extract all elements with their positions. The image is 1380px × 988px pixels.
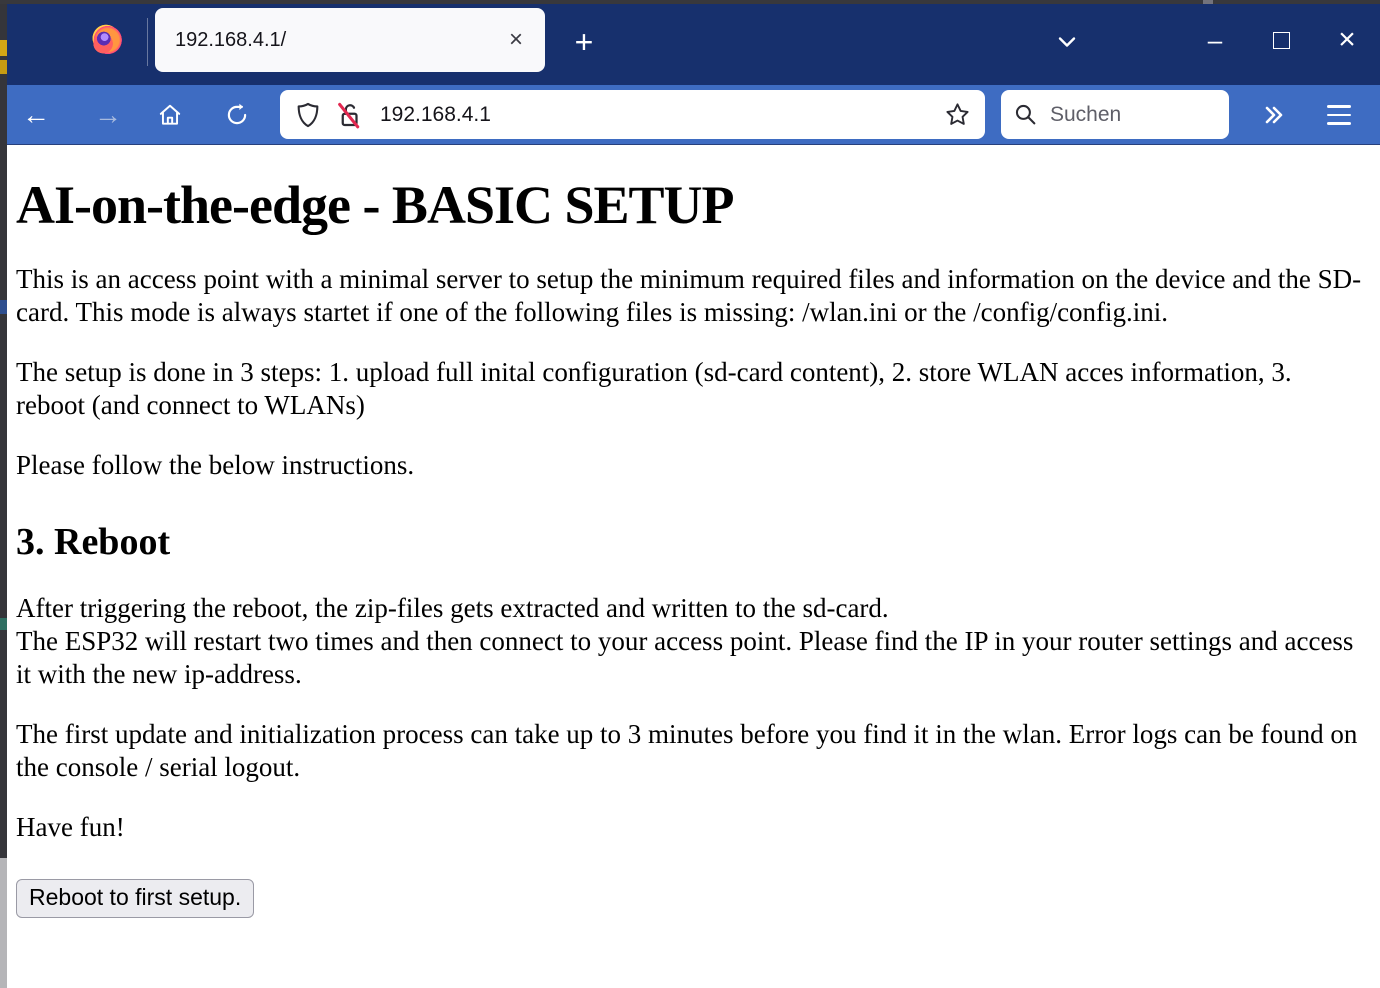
hamburger-icon (1327, 114, 1351, 117)
edge-dash (0, 858, 7, 988)
chevron-down-icon (1057, 32, 1077, 52)
insecure-lock-icon[interactable] (334, 100, 364, 130)
tab-close-icon[interactable]: × (508, 26, 523, 53)
page-title: AI-on-the-edge - BASIC SETUP (16, 175, 734, 235)
maximize-icon (1273, 32, 1290, 49)
tab-title: 192.168.4.1/ (175, 28, 287, 51)
search-icon (1013, 102, 1038, 127)
list-all-tabs-button[interactable] (1048, 26, 1086, 58)
tab-strip (0, 0, 1380, 85)
home-button[interactable] (150, 97, 190, 133)
tracking-shield-icon[interactable] (294, 101, 322, 129)
search-placeholder: Suchen (1050, 102, 1122, 126)
bookmark-button[interactable] (939, 97, 975, 133)
star-icon (944, 101, 971, 128)
browser-tab[interactable] (155, 8, 545, 72)
minimize-icon: – (1207, 24, 1223, 55)
application-menu-button[interactable] (1318, 97, 1360, 133)
overflow-menu-button[interactable] (1252, 97, 1294, 133)
minimize-button[interactable] (1182, 4, 1248, 76)
plus-icon: + (574, 23, 594, 60)
frame-notch (1203, 0, 1213, 4)
back-arrow-icon: ← (22, 99, 50, 130)
tab-separator (147, 18, 148, 66)
page-content (7, 146, 1380, 988)
edge-dash (0, 40, 7, 56)
url-text[interactable]: 192.168.4.1 (380, 102, 491, 126)
hamburger-icon (1327, 105, 1351, 108)
window-frame-top (0, 0, 1380, 4)
close-icon: × (1338, 23, 1356, 56)
forward-arrow-icon: → (94, 99, 122, 130)
screen-edge-artifact (0, 0, 7, 988)
reload-icon (224, 102, 250, 128)
home-icon (157, 102, 183, 128)
reboot-line-1: After triggering the reboot, the zip-files gets extracted and written to the sd-card. (16, 593, 889, 623)
navigation-toolbar (0, 85, 1380, 145)
edge-dash (0, 618, 7, 630)
outro-paragraph: Have fun! (16, 812, 125, 842)
search-bar[interactable] (1001, 90, 1229, 139)
hamburger-icon (1327, 122, 1351, 125)
close-window-button[interactable] (1314, 4, 1380, 76)
intro-paragraph-1: This is an access point with a minimal server to setup the minimum required files and information on the device and the SD-card. This mode is always startet if one of the following files is missing: /wlan.ini or the /config/config.ini. (16, 264, 1362, 327)
back-button[interactable] (16, 97, 56, 133)
firefox-icon[interactable] (88, 22, 124, 58)
edge-dash (0, 60, 7, 74)
forward-button[interactable] (88, 97, 128, 133)
double-chevron-right-icon (1259, 103, 1287, 127)
edge-dash (0, 300, 7, 314)
intro-paragraph-3: Please follow the below instructions. (16, 450, 415, 480)
section-heading-reboot: 3. Reboot (16, 521, 171, 563)
intro-paragraph-2: The setup is done in 3 steps: 1. upload full inital configuration (sd-card content), 2. store WLAN acces information, 3. reboot (and connect to WLANs) (16, 357, 1292, 420)
reboot-button[interactable]: Reboot to first setup. (16, 879, 254, 918)
reload-button[interactable] (217, 97, 257, 133)
maximize-button[interactable] (1248, 4, 1314, 76)
new-tab-button[interactable] (566, 24, 602, 60)
reboot-paragraph (16, 592, 1362, 691)
note-paragraph: The first update and initialization process can take up to 3 minutes before you find it in the wlan. Error logs can be found on the console / serial logout. (16, 719, 1358, 782)
site-identity (294, 100, 364, 130)
window-controls (1182, 4, 1380, 76)
url-bar[interactable] (280, 90, 985, 139)
button-row (16, 871, 1362, 918)
reboot-line-2: The ESP32 will restart two times and then connect to your access point. Please find the IP in your router settings and access it with the new ip-address. (16, 626, 1354, 689)
